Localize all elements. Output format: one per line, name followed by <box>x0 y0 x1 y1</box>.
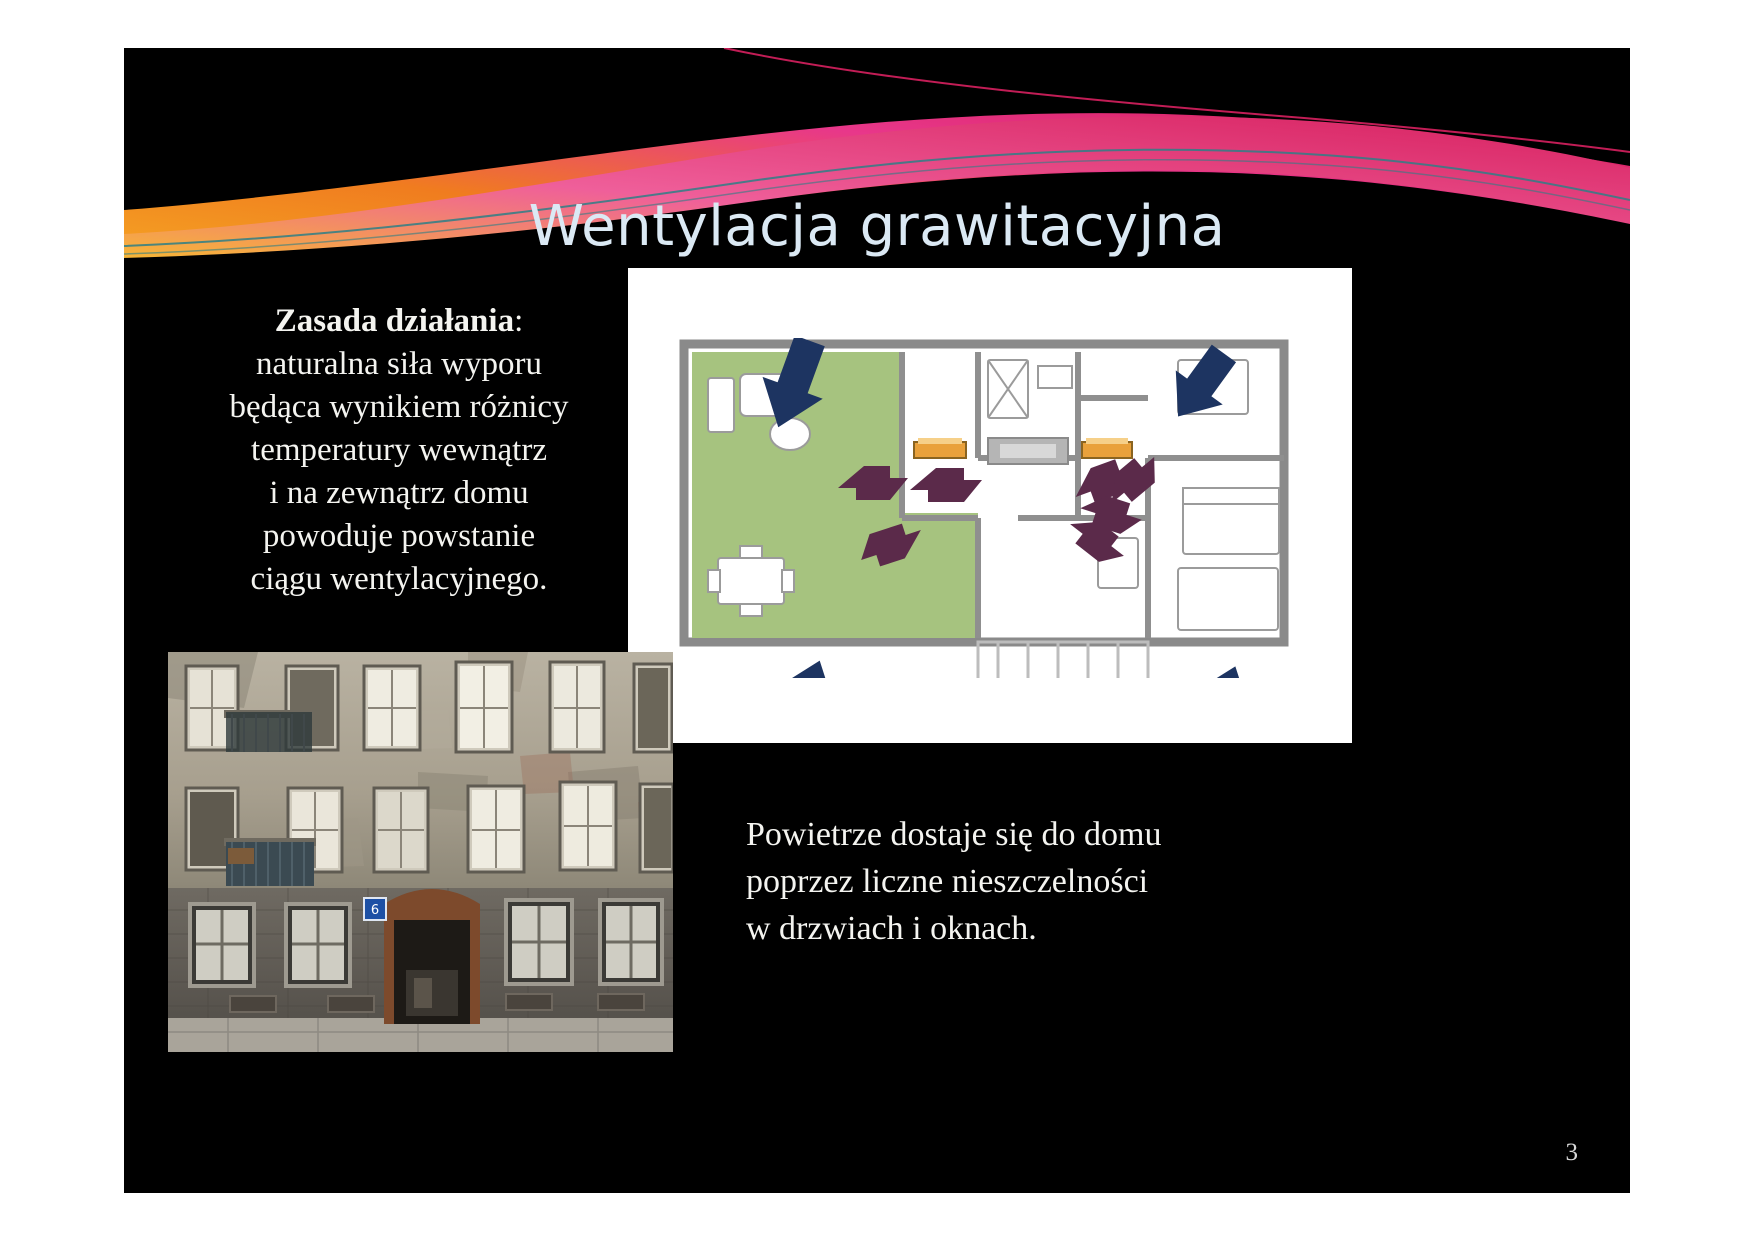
floor-plan-drawing <box>678 338 1303 678</box>
page-number: 3 <box>1565 1139 1578 1166</box>
principle-heading-suffix: : <box>514 303 524 339</box>
building-photo <box>168 652 673 1052</box>
principle-line-0: naturalna siła wyporu <box>256 346 542 382</box>
principle-text <box>154 300 644 601</box>
air-infiltration-text <box>746 811 1446 952</box>
page-title: Wentylacja grawitacyjna <box>528 194 1226 259</box>
air-line-2: w drzwiach i oknach. <box>746 910 1037 947</box>
air-line-1: poprzez liczne nieszczelności <box>746 863 1149 900</box>
slide <box>124 48 1630 1193</box>
door-number-label: 6 <box>370 903 380 918</box>
principle-heading: Zasada działania <box>274 303 515 339</box>
principle-line-3: i na zewnątrz domu <box>269 475 529 511</box>
principle-line-5: ciągu wentylacyjnego. <box>250 561 548 597</box>
principle-line-1: będąca wynikiem różnicy <box>229 389 569 425</box>
principle-line-4: powoduje powstanie <box>262 518 536 554</box>
floor-plan-panel <box>628 268 1352 743</box>
principle-line-2: temperatury wewnątrz <box>251 432 547 468</box>
air-line-0: Powietrze dostaje się do domu <box>746 816 1162 853</box>
